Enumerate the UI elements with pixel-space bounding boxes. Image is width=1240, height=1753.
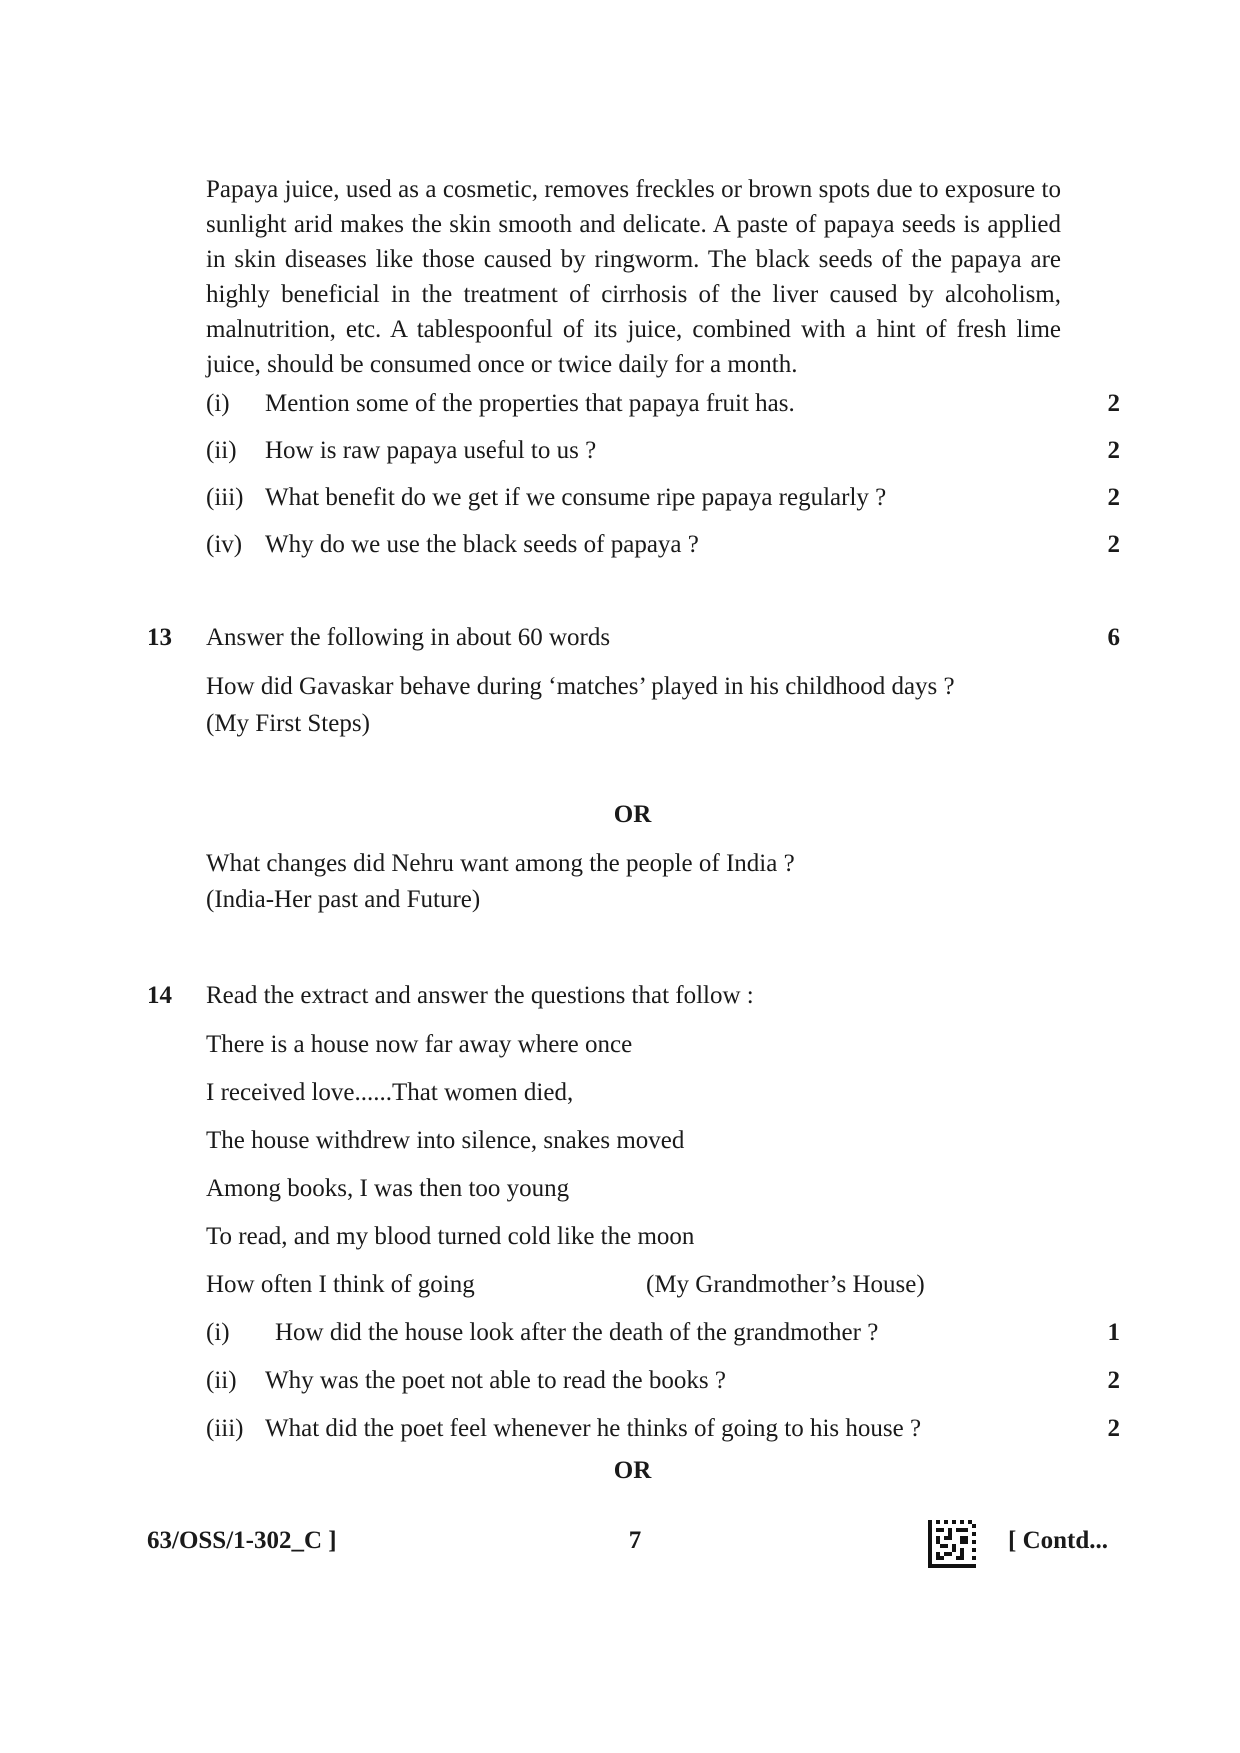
subquestion-text: How is raw papaya useful to us ? <box>265 437 597 464</box>
subquestion-number: (i) <box>206 390 230 417</box>
subquestion-number: (iii) <box>206 1415 244 1442</box>
subquestion-number: (i) <box>206 1319 230 1346</box>
subquestion-text: Mention some of the properties that papaya fruit has. <box>265 390 795 417</box>
subquestion-number: (iii) <box>206 484 244 511</box>
passage-paragraph: Papaya juice, used as a cosmetic, removes freckles or brown spots due to exposure to sunlight arid makes the skin smooth and delicate. A paste of papaya seeds is applied in skin diseases like those caused by ringworm. The black seeds of the papaya are highly beneficial in the treatment of cirrhosis of the liver caused by alcoholism, malnutrition, etc. A tablespoonful of its juice, combined with a hint of fresh lime juice, should be consumed once or twice daily for a month. <box>206 176 1061 378</box>
qr-code-icon <box>928 1520 976 1568</box>
marks-value: 2 <box>1107 484 1120 511</box>
subquestion-text: What did the poet feel whenever he thinks of going to his house ? <box>265 1415 922 1442</box>
marks-value: 2 <box>1107 437 1120 464</box>
subquestion-number: (ii) <box>206 437 237 464</box>
marks-value: 2 <box>1107 1367 1120 1394</box>
question-number: 14 <box>147 982 172 1009</box>
question-instruction: Answer the following in about 60 words <box>206 624 611 651</box>
subquestion-text: Why was the poet not able to read the books ? <box>265 1367 726 1394</box>
marks-value: 6 <box>1107 624 1120 651</box>
paper-code: 63/OSS/1-302_C ] <box>147 1527 337 1554</box>
subquestion-text: Why do we use the black seeds of papaya ? <box>265 531 699 558</box>
subquestion-text: How did the house look after the death of the grandmother ? <box>275 1319 879 1346</box>
question-instruction: Read the extract and answer the questions that follow : <box>206 982 754 1009</box>
page-number: 7 <box>628 1527 642 1554</box>
subquestion-text: What benefit do we get if we consume ripe papaya regularly ? <box>265 484 887 511</box>
exam-page: Papaya juice, used as a cosmetic, removes freckles or brown spots due to exposure to sunlight arid makes the skin smooth and delicate. A paste of papaya seeds is applied in skin diseases like those caused by ringworm. The black seeds of the papaya are highly beneficial in the treatment of cirrhosis of the liver caused by alcoholism, malnutrition, etc. A tablespoonful of its juice, combined with a hint of fresh lime juice, should be consumed once or twice daily for a month. (i) Mention some of the properties that papaya fruit has. 2 (ii) How is raw papaya useful to us ? 2 (iii) What benefit do we get if we consume ripe papaya regularly ? 2 (iv) Why do we use the black seeds of papaya ? 2 13 Answer the following in about 60 words 6 How did Gavaskar behave during ‘matches’ played in his childhood days ? (My First Steps) OR What changes did Nehru want among the people of India ? (India-Her past and Future) 14 Read the extract and answer the questions that follow : There is a house now far away where once I received love......That women died, The house withdrew into silence, snakes moved Among books, I was then too young To read, and my blood turned cold like the moon How often I think of going (My Grandmother’s House) (i) How did the house look after the death of the grandmother ? 1 (ii) Why was the poet not able to read the books ? 2 (iii) What did the poet feel whenever he thinks of going to his house ? 2 OR 63/OSS/1-302_C ] 7 [ Contd... <box>0 0 1240 1753</box>
subquestion-number: (iv) <box>206 531 243 558</box>
poem-source: (My Grandmother’s House) <box>646 1271 925 1298</box>
subquestion-number: (ii) <box>206 1367 237 1394</box>
marks-value: 1 <box>1107 1319 1120 1346</box>
marks-value: 2 <box>1107 1415 1120 1442</box>
marks-value: 2 <box>1107 531 1120 558</box>
marks-value: 2 <box>1107 390 1120 417</box>
continued-label: [ Contd... <box>1008 1527 1109 1554</box>
question-number: 13 <box>147 624 172 651</box>
